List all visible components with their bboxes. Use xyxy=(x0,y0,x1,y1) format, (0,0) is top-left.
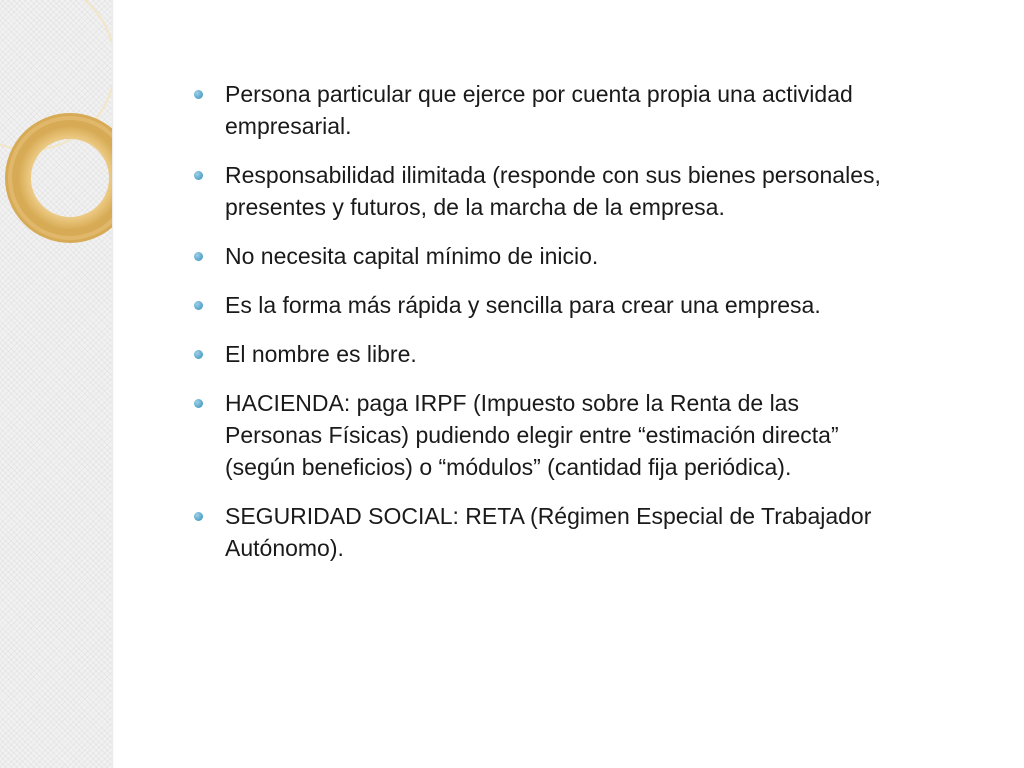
bullet-text: El nombre es libre. xyxy=(225,341,417,367)
bullet-text: Persona particular que ejerce por cuenta propia una actividad empresarial. xyxy=(225,81,853,139)
bullet-list xyxy=(192,78,892,564)
bullet-icon xyxy=(194,399,203,408)
gold-ring-decoration xyxy=(0,0,113,300)
bullet-text: Es la forma más rápida y sencilla para crear una empresa. xyxy=(225,292,821,318)
bullet-icon xyxy=(194,301,203,310)
bullet-text: HACIENDA: paga IRPF (Impuesto sobre la Renta de las Personas Físicas) pudiendo elegir entre “estimación directa” (según beneficios) o “módulos” (cantidad fija periódica). xyxy=(225,390,839,480)
bullet-icon xyxy=(194,171,203,180)
list-item xyxy=(192,78,892,142)
list-item xyxy=(192,289,892,321)
bullet-icon xyxy=(194,512,203,521)
list-item xyxy=(192,159,892,223)
side-panel-edge xyxy=(112,0,114,768)
bullet-text: SEGURIDAD SOCIAL: RETA (Régimen Especial de Trabajador Autónomo). xyxy=(225,503,872,561)
bullet-text: Responsabilidad ilimitada (responde con sus bienes personales, presentes y futuros, de la marcha de la empresa. xyxy=(225,162,881,220)
bullet-icon xyxy=(194,252,203,261)
list-item xyxy=(192,387,892,483)
decorative-side-panel xyxy=(0,0,113,768)
bullet-icon xyxy=(194,90,203,99)
bullet-icon xyxy=(194,350,203,359)
list-item xyxy=(192,240,892,272)
list-item xyxy=(192,338,892,370)
bullet-text: No necesita capital mínimo de inicio. xyxy=(225,243,599,269)
list-item xyxy=(192,500,892,564)
content-area xyxy=(192,78,892,581)
